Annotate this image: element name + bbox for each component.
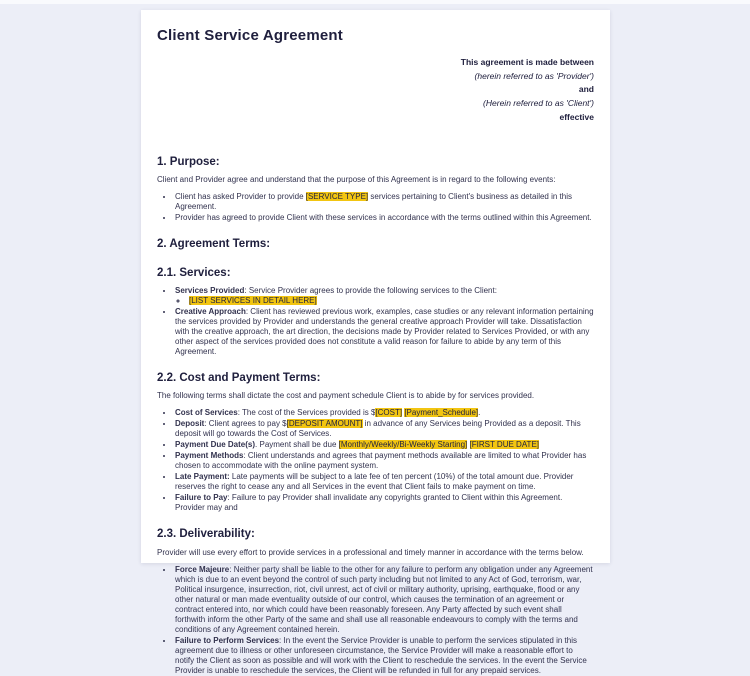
intro-line: This agreement is made between (460, 57, 594, 67)
bullet-list (157, 408, 594, 513)
document-section (157, 237, 594, 251)
list-item (174, 493, 594, 513)
section-heading: 2.1. Services: (157, 266, 231, 279)
placeholder-highlight[interactable]: [Monthly/Weekly/Bi-Weekly Starting] (338, 440, 468, 450)
text-segment: services pertaining to Client's business as detailed in this Agreement. (175, 192, 572, 212)
text-segment: Payment Methods (175, 451, 244, 461)
intro-line: (herein referred to as 'Provider') (474, 70, 594, 81)
intro-line: (Herein referred to as 'Client') (483, 98, 594, 109)
text-segment: Cost of Services (175, 408, 238, 418)
placeholder-highlight[interactable]: [Payment_Schedule] (404, 408, 479, 418)
placeholder-highlight[interactable]: [LIST SERVICES IN DETAIL HERE] (189, 296, 317, 306)
placeholder-highlight[interactable]: [FIRST DUE DATE] (469, 440, 540, 450)
text-segment: Force Majeure (175, 564, 230, 574)
text-segment: : Client has reviewed previous work, examples, case studies or any relevant information pertaining the services provided by Provider and understands the general creative approach Provider will take. Dissatisfaction with the creative approach, the art direction, the decisions made by Provider related to Services Provided, or with any other aspect of the services provided does not constitute a valid reason for failure to abide by any term of this Agreement. (175, 307, 594, 357)
text-segment: Creative Approach (175, 307, 246, 317)
list-item (174, 307, 594, 357)
list-item (174, 192, 594, 212)
text-segment: Services Provided (175, 286, 245, 296)
bullet-list (157, 565, 594, 676)
text-segment: Deposit (175, 419, 205, 429)
placeholder-highlight[interactable]: [COST] (375, 408, 403, 418)
intro-line: and (578, 84, 594, 95)
text-segment: : Client understands and agrees that payment methods available are limited to what Provider has chosen to accommodate with the online payment system. (175, 451, 587, 471)
intro-line: effective (559, 111, 594, 122)
text-segment: Failure to Pay (175, 493, 228, 503)
text-segment: Provider has agreed to provide Client with these services in accordance with the terms outlined within this Agreement. (175, 213, 592, 223)
list-item (174, 213, 594, 223)
placeholder-highlight[interactable]: [DEPOSIT AMOUNT] (286, 419, 363, 429)
list-item (188, 296, 594, 306)
text-segment: . (478, 408, 481, 418)
text-segment: : The cost of the Services provided is $ (237, 408, 376, 418)
bullet-list (175, 296, 594, 306)
document-page[interactable] (141, 10, 610, 675)
text-segment: Late payments will be subject to a late fee of ten percent (10%) of the total amount due. Provider reserves the right to cease any and all Services in the event that Client fails to make payment on time. (175, 472, 574, 492)
list-item (174, 451, 594, 471)
list-item (174, 286, 594, 306)
section-paragraph: The following terms shall dictate the cost and payment schedule Client is to abide by for services provided. (157, 391, 535, 401)
text-segment: : Neither party shall be liable to the other for any failure to perform any obligation under any Agreement which is due to an event beyond the control of such party including but not limited to any Act of God, terrorism, war, Political insurgence, insurrection, riot, civil unrest, act of civil or military authority, uprising, earthquake, flood or any other natural or man made eventuality outside of our control, which causes the termination of an agreement or contract entered into, nor which could have been reasonably foreseen. Any Party affected by such event shall forthwith inform the other Party of the same and shall use all reasonable endeavours to comply with the terms and conditions of any Agreement contained herein. (175, 564, 593, 634)
text-segment: in advance of any Services being Provided as a deposit. This deposit will go towards the Cost of Services. (175, 419, 581, 439)
section-heading: 2.3. Deliverability: (157, 528, 255, 541)
document-title: Client Service Agreement (157, 27, 343, 44)
list-item (174, 565, 594, 635)
text-segment: Client has asked Provider to provide (175, 192, 306, 202)
intro-block (157, 57, 594, 122)
document-section (157, 155, 594, 223)
text-segment: Payment Due Date(s) (175, 440, 256, 450)
top-bar (0, 0, 750, 4)
bullet-list (157, 286, 594, 357)
placeholder-highlight[interactable]: [SERVICE TYPE] (305, 192, 369, 202)
list-item (174, 636, 594, 676)
text-segment: : Client agrees to pay $ (204, 419, 287, 429)
text-segment: . Payment shall be due (255, 440, 339, 450)
document-body (157, 155, 594, 676)
list-item (174, 440, 594, 450)
text-segment: Failure to Perform Services (175, 635, 280, 645)
bullet-list (157, 192, 594, 223)
section-heading: 2.2. Cost and Payment Terms: (157, 372, 321, 385)
section-paragraph: Provider will use every effort to provide services in a professional and timely manner in accordance with the terms below. (157, 547, 584, 557)
list-item (174, 419, 594, 439)
document-section (157, 371, 594, 513)
text-segment: : In the event the Service Provider is unable to perform the services stipulated in this agreement due to illness or other unforeseen circumstance, the Service Provider will make a reasonable effort to notify the Client as soon as possible and will work with the Client to reschedule the services. In the event the Service Provider is unable to reschedule the services, the Client will be refunded in full for any prepaid services. (175, 635, 587, 675)
list-item (174, 472, 594, 492)
section-paragraph: Client and Provider agree and understand that the purpose of this Agreement is in regard to the following events: (157, 175, 556, 185)
document-section (157, 266, 594, 357)
text-segment: : Service Provider agrees to provide the following services to the Client: (244, 286, 497, 296)
section-heading: 1. Purpose: (157, 155, 220, 168)
list-item (174, 408, 594, 418)
text-segment: Late Payment: (175, 472, 230, 482)
text-segment: : Failure to pay Provider shall invalidate any copyrights granted to Client within this Agreement. Provider may and (175, 493, 563, 513)
document-section (157, 527, 594, 675)
section-heading: 2. Agreement Terms: (157, 238, 271, 251)
